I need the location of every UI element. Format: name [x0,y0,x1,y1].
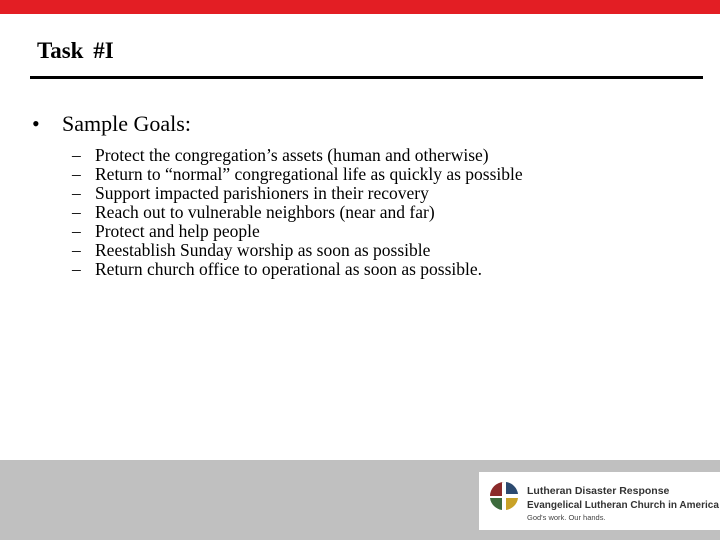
top-accent-bar [0,0,720,14]
logo-tagline: God's work. Our hands. [527,513,606,522]
slide-title: Task #I [37,38,114,63]
cross-globe-icon [489,481,519,511]
list-item: – Return to “normal” congregational life as quickly as possible [72,164,523,184]
logo-line2: Evangelical Lutheran Church in America [527,500,719,511]
list-item: – Protect and help people [72,221,260,241]
goals-list [72,146,523,279]
list-item: – Protect the congregation’s assets (human and otherwise) [72,145,489,165]
bullet-label: Sample Goals: [62,111,191,136]
list-item: – Reach out to vulnerable neighbors (near and far) [72,202,435,222]
title-divider [30,76,703,79]
list-item: – Support impacted parishioners in their recovery [72,183,429,203]
list-item: – Return church office to operational as soon as possible. [72,259,483,279]
list-item: – Reestablish Sunday worship as soon as possible [72,240,431,260]
main-bullet [32,111,191,137]
bullet-icon: • [32,111,40,136]
elca-ldr-logo [479,472,720,530]
logo-line1: Lutheran Disaster Response [527,485,670,497]
